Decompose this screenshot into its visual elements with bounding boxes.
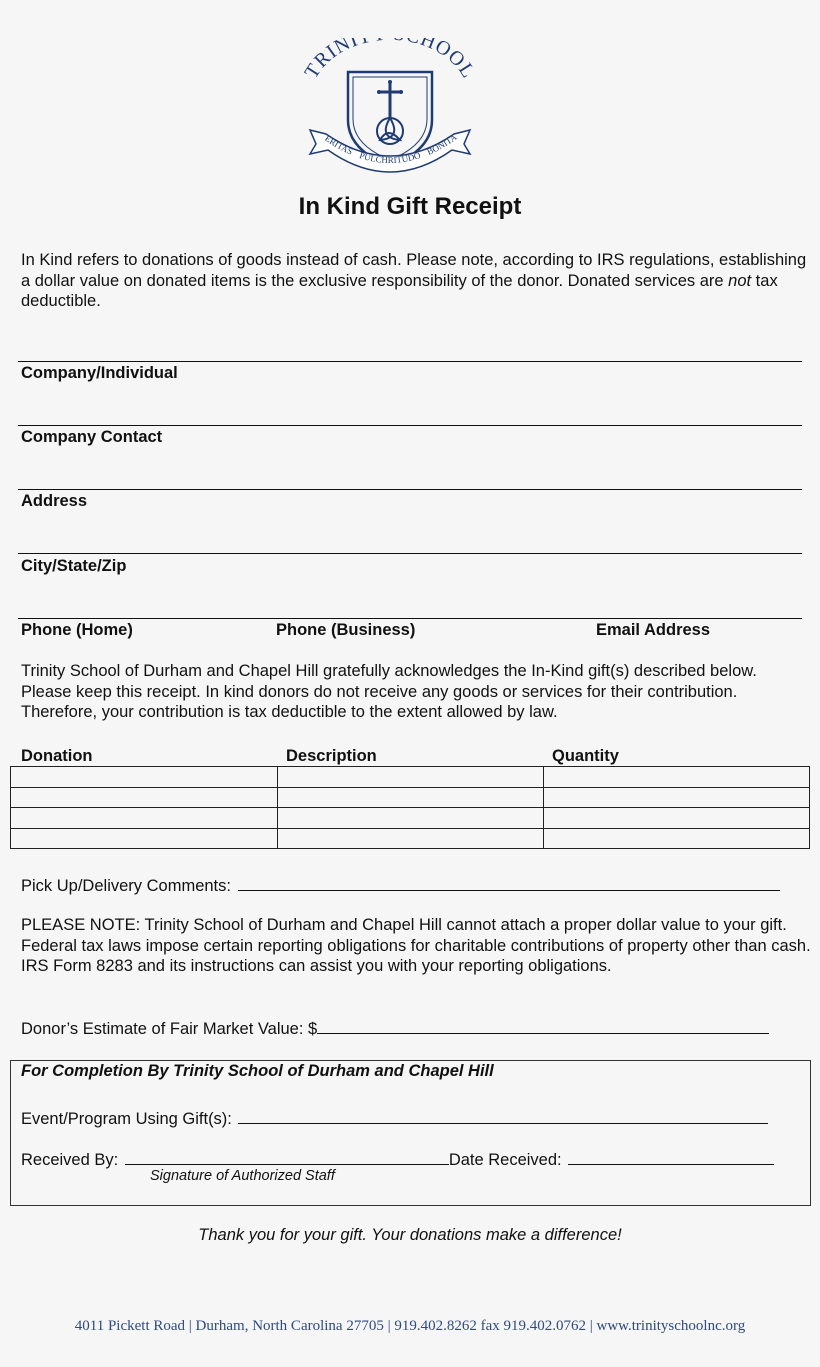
quantity-column-header: Quantity bbox=[552, 747, 619, 765]
intro-text-end: tax deductible. bbox=[21, 271, 778, 310]
donation-cell[interactable] bbox=[11, 828, 278, 849]
table-row bbox=[11, 828, 810, 849]
event-program-field[interactable] bbox=[238, 1107, 768, 1124]
fmv-row bbox=[21, 1017, 769, 1039]
quantity-cell[interactable] bbox=[544, 787, 810, 808]
email-label: Email Address bbox=[596, 621, 711, 639]
phone-home-label: Phone (Home) bbox=[21, 621, 133, 639]
table-row bbox=[11, 787, 810, 808]
signature-note: Signature of Authorized Staff bbox=[150, 1168, 335, 1184]
pickup-comments-field[interactable] bbox=[238, 874, 780, 891]
crest-motto-right: BONITA bbox=[425, 131, 459, 157]
crest-motto-left: ERITAS bbox=[323, 133, 355, 157]
received-by-field[interactable] bbox=[125, 1148, 449, 1165]
donation-cell[interactable] bbox=[11, 808, 278, 829]
pickup-row bbox=[21, 874, 780, 896]
donation-table bbox=[10, 766, 810, 849]
footer-contact-info: 4011 Pickett Road | Durham, North Carolina 27705 | 919.402.8262 fax 919.402.0762 | www.trinityschoolnc.org bbox=[74, 1318, 746, 1334]
description-cell[interactable] bbox=[277, 828, 544, 849]
intro-text: In Kind refers to donations of goods instead of cash. Please note, according to IRS regulations, establishing a dollar value on donated items is the exclusive responsibility of the donor. Donated services are bbox=[21, 251, 807, 290]
intro-emphasis: not bbox=[728, 271, 752, 290]
date-received-field[interactable] bbox=[568, 1148, 774, 1165]
quantity-cell[interactable] bbox=[544, 767, 810, 788]
intro-paragraph bbox=[21, 250, 811, 312]
crest-motto-center: PULCHRITUDO bbox=[358, 150, 422, 166]
svg-text:TRINITY SCHOOL bbox=[300, 38, 479, 82]
quantity-cell[interactable] bbox=[544, 828, 810, 849]
address-label: Address bbox=[21, 492, 88, 510]
table-row bbox=[11, 808, 810, 829]
donation-cell[interactable] bbox=[11, 767, 278, 788]
description-column-header: Description bbox=[286, 747, 377, 765]
donation-cell[interactable] bbox=[11, 787, 278, 808]
donation-column-header: Donation bbox=[21, 747, 93, 765]
crest-school-name: TRINI HOOL bbox=[300, 38, 480, 83]
address-field-line[interactable] bbox=[18, 489, 802, 490]
description-cell[interactable] bbox=[277, 767, 544, 788]
fmv-field[interactable] bbox=[317, 1017, 769, 1034]
contact-label: Company Contact bbox=[21, 428, 163, 446]
crest-icon bbox=[300, 38, 480, 188]
company-field-line[interactable] bbox=[18, 361, 802, 362]
company-label: Company/Individual bbox=[21, 364, 178, 382]
phone-business-label: Phone (Business) bbox=[276, 621, 416, 639]
completion-box bbox=[10, 1060, 811, 1206]
quantity-cell[interactable] bbox=[544, 808, 810, 829]
description-cell[interactable] bbox=[277, 787, 544, 808]
date-received-label: Date Received: bbox=[448, 1151, 562, 1169]
received-row bbox=[21, 1148, 774, 1170]
pickup-label: Pick Up/Delivery Comments: bbox=[21, 877, 231, 895]
contact-field-line[interactable] bbox=[18, 425, 802, 426]
city-label: City/State/Zip bbox=[21, 557, 127, 575]
school-crest-logo bbox=[300, 38, 480, 188]
city-field-line[interactable] bbox=[18, 553, 802, 554]
thank-you-message: Thank you for your gift. Your donations make a difference! bbox=[198, 1226, 622, 1244]
received-by-label: Received By: bbox=[21, 1151, 119, 1169]
acknowledgement-paragraph: Trinity School of Durham and Chapel Hill gratefully acknowledges the In-Kind gift(s) described below. Please keep this receipt. In kind donors do not receive any goods or services for their contribution. Therefore, your contribution is tax deductible to the extent allowed by law. bbox=[21, 662, 757, 721]
table-row bbox=[11, 767, 810, 788]
fmv-label: Donor’s Estimate of Fair Market Value: $ bbox=[21, 1020, 318, 1038]
event-row bbox=[21, 1107, 768, 1129]
phone-email-field-line[interactable] bbox=[18, 618, 802, 619]
page-title: In Kind Gift Receipt bbox=[298, 193, 522, 220]
please-note-paragraph: PLEASE NOTE: Trinity School of Durham and Chapel Hill cannot attach a proper dollar value to your gift. Federal tax laws impose certain reporting obligations for charitable contributions of property other than cash. IRS Form 8283 and its instructions can assist you with your reporting obligations. bbox=[21, 916, 811, 975]
event-label: Event/Program Using Gift(s): bbox=[21, 1110, 232, 1128]
completion-title: For Completion By Trinity School of Durham and Chapel Hill bbox=[21, 1062, 494, 1080]
description-cell[interactable] bbox=[277, 808, 544, 829]
